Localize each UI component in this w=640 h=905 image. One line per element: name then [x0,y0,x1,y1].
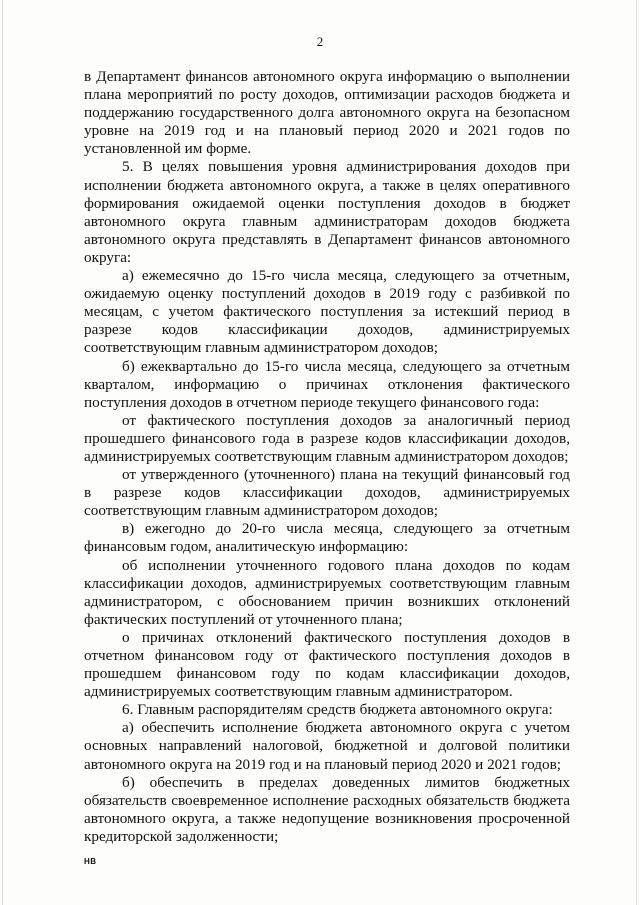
paragraph-item-5a: а) ежемесячно до 15-го числа месяца, следующего за отчетным, ожидаемую оценку поступлений доходов в 2019 году с разбивкой по месяцам, с учетом фактического поступления за истекший период в разрезе кодов классификации доходов, администрируемых соответствующим главным администратором доходов; [84,267,570,357]
paragraph-item-5: 5. В целях повышения уровня администрирования доходов при исполнении бюджета автономного округа, а также в целях оперативного формирования ожидаемой оценки поступления доходов в бюджет автономного округа главным администраторам доходов бюджета автономного округа представлять в Департамент финансов автономного округа: [84,158,570,266]
paragraph-item-5b-1: от фактического поступления доходов за аналогичный период прошедшего финансового года в разрезе кодов классификации доходов, администрируемых соответствующим главным администратором доходов; [84,411,570,465]
scan-edge-left [2,0,3,905]
paragraph-item-5v: в) ежегодно до 20-го числа месяца, следующего за отчетным финансовым годом, аналитическую информацию: [84,520,570,556]
paragraph-item-6a: а) обеспечить исполнение бюджета автономного округа с учетом основных направлений налоговой, бюджетной и долговой политики автономного округа на 2019 год и на плановый период 2020 и 2021 годов; [84,719,570,773]
paragraph-item-5b: б) ежеквартально до 15-го числа месяца, следующего за отчетным кварталом, информацию о причинах отклонения фактического поступления доходов в отчетном периоде текущего финансового года: [84,357,570,411]
scan-edge-right [636,0,637,905]
paragraph-continuation: в Департамент финансов автономного округа информацию о выполнении плана мероприятий по росту доходов, оптимизации расходов бюджета и поддержанию государственного долга автономного округа на безопасном уровне на 2019 год и на плановый период 2020 и 2021 годов по установленной им форме. [84,68,570,158]
paragraph-item-5v-1: об исполнении уточненного годового плана доходов по кодам классификации доходов, администрируемых соответствующим главным администратором, с обоснованием причин возникших отклонений фактических поступлений от уточненного плана; [84,556,570,628]
document-body [84,68,570,846]
paragraph-item-6: 6. Главным распорядителям средств бюджета автономного округа: [122,701,553,719]
paragraph-item-5b-2: от утвержденного (уточненного) плана на текущий финансовый год в разрезе кодов классификации доходов, администрируемых соответствующим главным администратором доходов; [84,466,570,520]
page-number: 2 [316,34,324,49]
paragraph-item-5v-2: о причинах отклонений фактического поступления доходов в отчетном финансовом году от фактического поступления доходов в прошедшем финансовом году по кодам классификации доходов, администрируемых соответствующим главным администратором. [84,628,570,701]
footer-initials: НВ [84,857,97,866]
paragraph-item-6b: б) обеспечить в пределах доведенных лимитов бюджетных обязательств своевременное исполнение расходных обязательств бюджета автономного округа, а также недопущение возникновения просроченной кредиторской задолженности; [84,773,570,845]
